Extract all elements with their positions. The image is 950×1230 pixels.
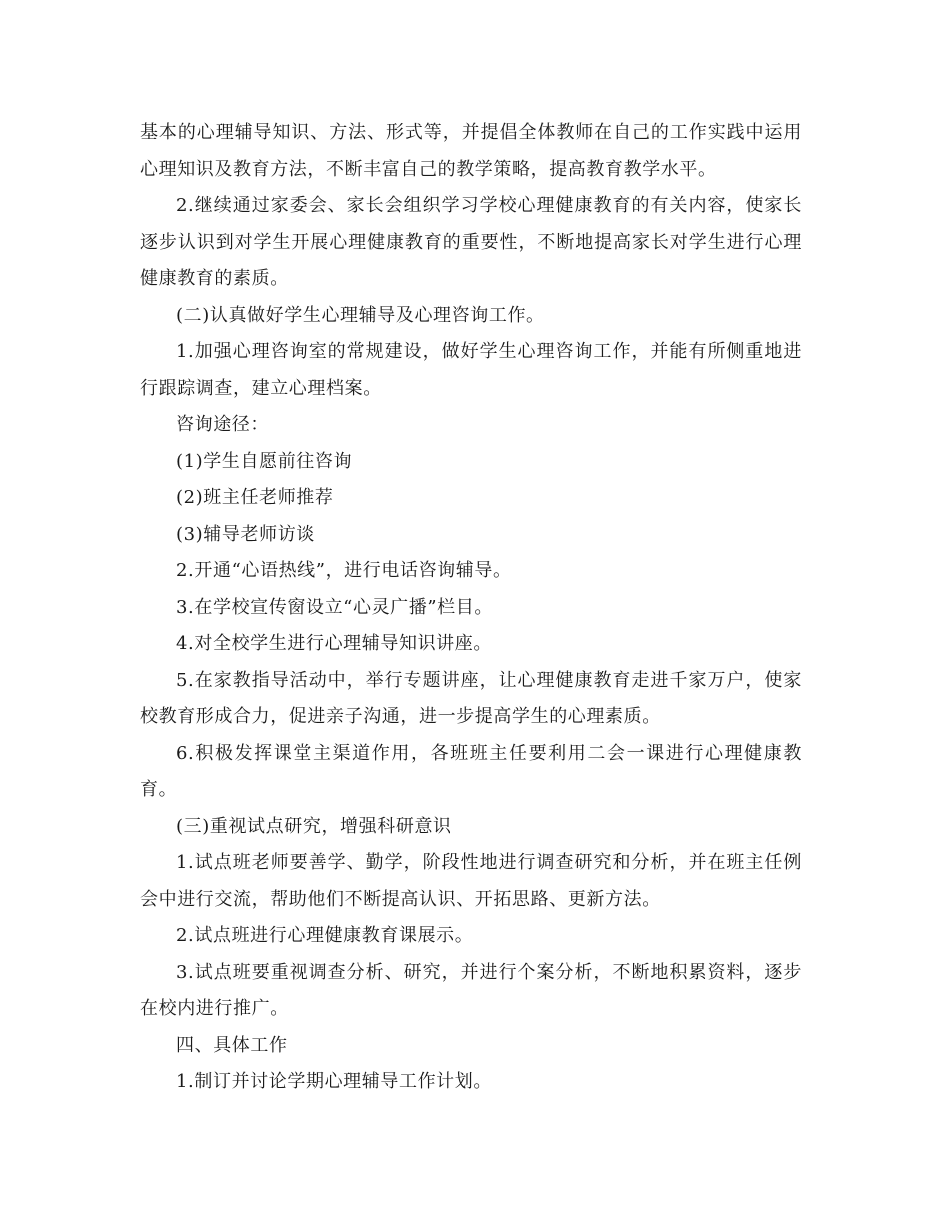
- paragraph: 3.在学校宣传窗设立“心灵广播”栏目。: [176, 596, 493, 618]
- list-item: (3)辅导老师访谈: [176, 523, 315, 545]
- section-heading: (三)重视试点研究，增强科研意识: [176, 815, 452, 837]
- paragraph: 5.在家教指导活动中，举行专题讲座，让心理健康教育走进千家万户，使家校教育形成合力，促进亲子沟通，进一步提高学生的心理素质。: [140, 669, 802, 727]
- paragraph: 3.试点班要重视调查分析、研究，并进行个案分析，不断地积累资料，逐步在校内进行推广。: [140, 961, 802, 1019]
- paragraph: 1.制订并讨论学期心理辅导工作计划。: [176, 1071, 492, 1092]
- paragraph: 基本的心理辅导知识、方法、形式等，并提倡全体教师在自己的工作实践中运用心理知识及教育方法，不断丰富自己的教学策略，提高教育教学水平。: [140, 122, 802, 180]
- paragraph: 1.加强心理咨询室的常规建设，做好学生心理咨询工作，并能有所侧重地进行跟踪调查，建立心理档案。: [140, 341, 802, 399]
- paragraph: 6.积极发挥课堂主渠道作用，各班班主任要利用二会一课进行心理健康教育。: [140, 742, 802, 800]
- paragraph: 2.开通“心语热线”，进行电话咨询辅导。: [176, 560, 512, 581]
- list-item: (1)学生自愿前往咨询: [176, 450, 353, 472]
- document-body: [140, 115, 802, 1101]
- list-item: (2)班主任老师推荐: [176, 487, 334, 508]
- paragraph: 2.试点班进行心理健康教育课展示。: [176, 925, 474, 946]
- paragraph: 1.试点班老师要善学、勤学，阶段性地进行调查研究和分析，并在班主任例会中进行交流，帮助他们不断提高认识、开拓思路、更新方法。: [140, 852, 802, 910]
- section-heading: (二)认真做好学生心理辅导及心理咨询工作。: [176, 304, 545, 326]
- section-heading: 四、具体工作: [176, 1034, 288, 1056]
- list-heading: 咨询途径：: [176, 414, 269, 435]
- paragraph: 2.继续通过家委会、家长会组织学习学校心理健康教育的有关内容，使家长逐步认识到对学生开展心理健康教育的重要性，不断地提高家长对学生进行心理健康教育的素质。: [140, 195, 802, 289]
- paragraph: 4.对全校学生进行心理辅导知识讲座。: [176, 633, 492, 654]
